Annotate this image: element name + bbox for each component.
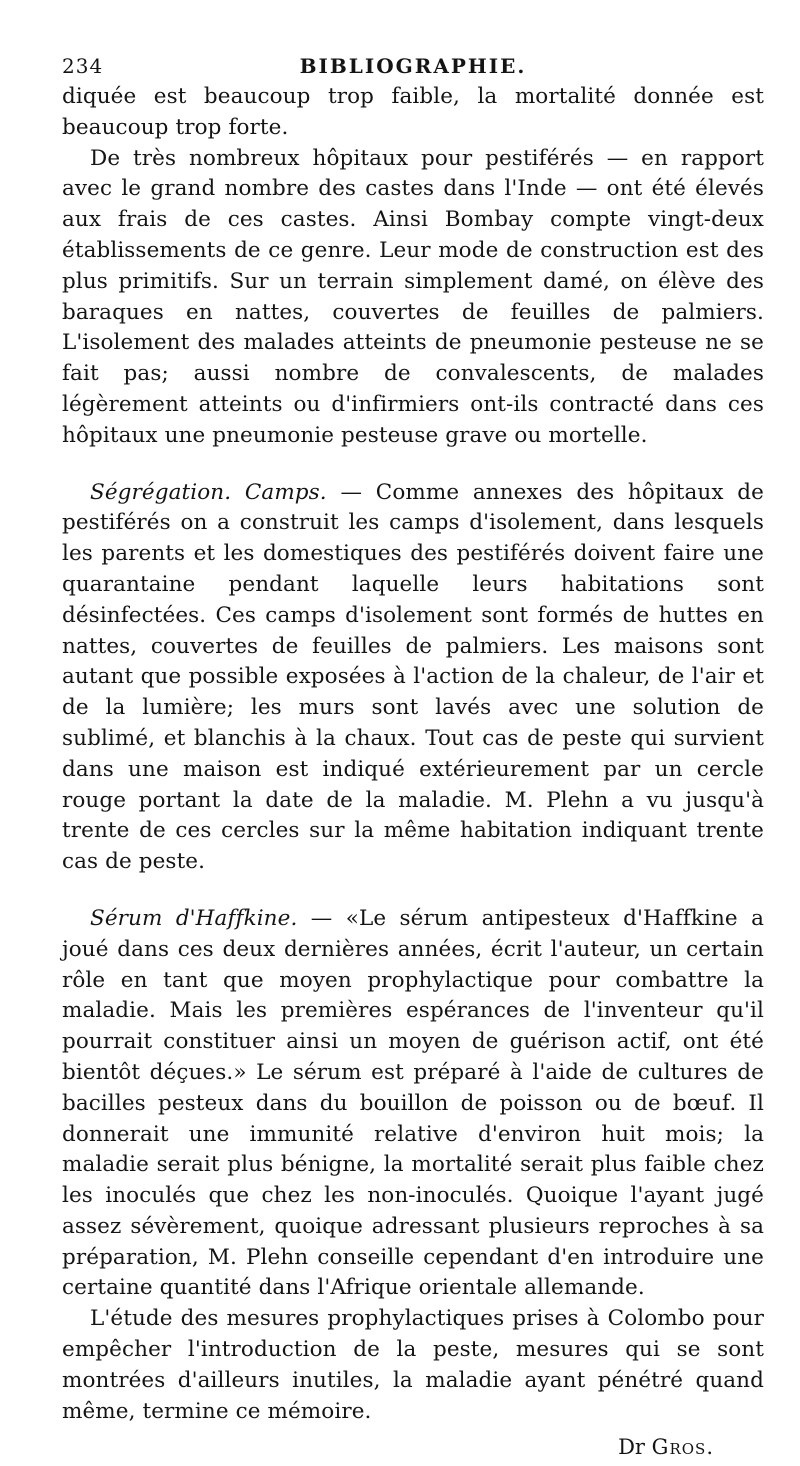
signature — [62, 1435, 764, 1459]
signature-name: Gros. — [651, 1435, 714, 1460]
paragraph-hospitals: De très nombreux hôpitaux pour pestiférés — en rapport avec le grand nombre des castes dans l'Inde — ont été élevés aux frais de ces castes. Ainsi Bombay compte vingt-deux établissements de ce genre. Leur mode de construction est des plus primitifs. Sur un terrain simplement damé, on élève des baraques en nattes, couvertes de feuilles de palmiers. L'isolement des malades atteints de pneumonie pesteuse ne se fait pas; aussi nombre de convalescents, de malades légèrement atteints ou d'infirmiers ont-ils contracté dans ces hôpitaux une pneumonie pesteuse grave ou mortelle. — [62, 145, 764, 448]
signature-title: Dr — [618, 1435, 645, 1460]
paragraph-colombo: L'étude des mesures prophylactiques prises à Colombo pour empêcher l'introduction de la peste, mesures qui se sont montrées d'ailleurs inutiles, la maladie ayant pénétré quand même, termine ce mémoire. — [62, 1306, 764, 1424]
body-text — [62, 82, 764, 1427]
page-number: 234 — [62, 54, 104, 78]
paragraph-serum-text: — «Le sérum antipesteux d'Haffkine a joué dans ces deux dernières années, écrit l'auteur, un certain rôle en tant que moyen prophylactique pour combattre la maladie. Mais les premières espérances de l'inventeur qu'il pourrait constituer ainsi un moyen de guérison actif, ont été bientôt déçues.» Le sérum est préparé à l'aide de cultures de bacilles pesteux dans du bouillon de poisson ou de bœuf. Il donnerait une immunité relative d'environ huit mois; la maladie serait plus bénigne, la mortalité serait plus faible chez les inoculés que chez les non-inoculés. Quoique l'ayant jugé assez sévèrement, quoique adressant plusieurs reproches à sa préparation, M. Plehn conseille cependant d'en introduire une certaine quantité dans l'Afrique orientale allemande. — [62, 905, 764, 1301]
paragraph-segregation — [62, 478, 764, 878]
running-head — [62, 48, 764, 82]
paragraph-serum — [62, 904, 764, 1304]
paragraph-segregation-text: — Comme annexes des hôpitaux de pestiférés on a construit les camps d'isolement, dans lesquels les parents et les domestiques des pestiférés doivent faire une quarantaine pendant laquelle leurs habitations sont désinfectées. Ces camps d'isolement sont formés de huttes en nattes, couvertes de feuilles de palmiers. Les maisons sont autant que possible exposées à l'action de la chaleur, de l'air et de la lumière; les murs sont lavés avec une solution de sublimé, et blanchis à la chaux. Tout cas de peste qui survient dans une maison est indiqué extérieurement par un cercle rouge portant la date de la maladie. M. Plehn a vu jusqu'à trente de ces cercles sur la même habitation indiquant trente cas de peste. — [62, 479, 764, 875]
paragraph-continuation: diquée est beaucoup trop faible, la mortalité donnée est beaucoup trop forte. — [62, 84, 764, 140]
section-heading-serum: Sérum d'Haffkine. — [90, 905, 298, 931]
running-title: BIBLIOGRAPHIE. — [299, 54, 527, 78]
section-heading-segregation: Ségrégation. Camps. — [90, 479, 327, 505]
